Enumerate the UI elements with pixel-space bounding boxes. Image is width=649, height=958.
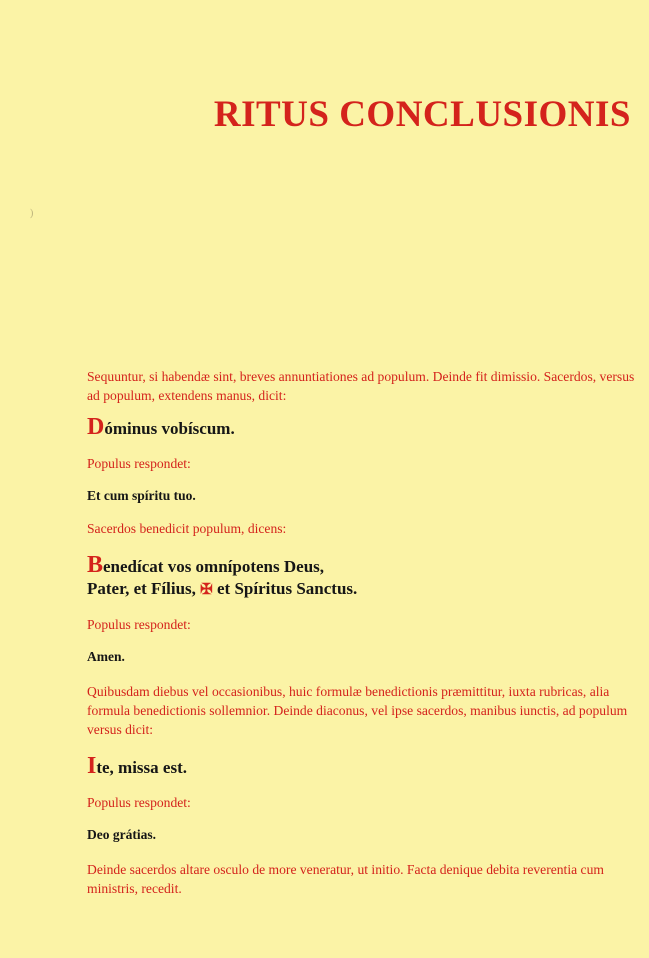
rubric-recession: Deinde sacerdos altare osculo de more veneratur, ut initio. Facta denique debita reverentia cum ministris, recedit. xyxy=(87,862,604,896)
dismissal-text: te, missa est. xyxy=(96,758,187,777)
drop-initial: B xyxy=(87,552,104,578)
rubric-people-respond: Populus respondet: xyxy=(87,617,191,632)
page-title: RITUS CONCLUSIONIS xyxy=(213,94,631,135)
rubric-blessing: Sacerdos benedicit populum, dicens: xyxy=(87,521,287,536)
rubric-solemn-blessing: Quibusdam diebus vel occasionibus, huic formulæ benedictionis præmittitur, iuxta rubricas, alia formula benedictionis sollemnior. Deinde diaconus, vel ipse sacerdos, manibus iunctis, ad populum versus dicit: xyxy=(87,684,628,737)
drop-initial: I xyxy=(87,753,97,779)
priest-blessing xyxy=(87,554,635,601)
drop-initial: D xyxy=(87,414,105,440)
people-response: Deo grátias. xyxy=(87,827,156,842)
rubric-people-respond: Populus respondet: xyxy=(87,795,191,810)
people-response: Amen. xyxy=(87,649,125,664)
rite-text xyxy=(87,367,635,898)
rubric-people-respond: Populus respondet: xyxy=(87,456,191,471)
people-response: Et cum spíritu tuo. xyxy=(87,488,196,503)
margin-mark: ) xyxy=(30,208,34,219)
dismissal xyxy=(87,755,635,779)
priest-blessing-line-1: Benedícat vos omnípotens Deus, xyxy=(87,552,325,578)
priest-blessing-line-2: Pater, et Fílius, ✠ et Spíritus Sanctus. xyxy=(87,579,358,598)
rubric-announcements: Sequuntur, si habendæ sint, breves annuntiationes ad populum. Deinde fit dimissio. Sacerdos, versus ad populum, extendens manus, dicit: xyxy=(87,369,635,403)
priest-greeting xyxy=(87,416,635,440)
priest-greeting-text: óminus vobíscum. xyxy=(104,419,235,438)
cross-icon: ✠ xyxy=(200,582,213,598)
